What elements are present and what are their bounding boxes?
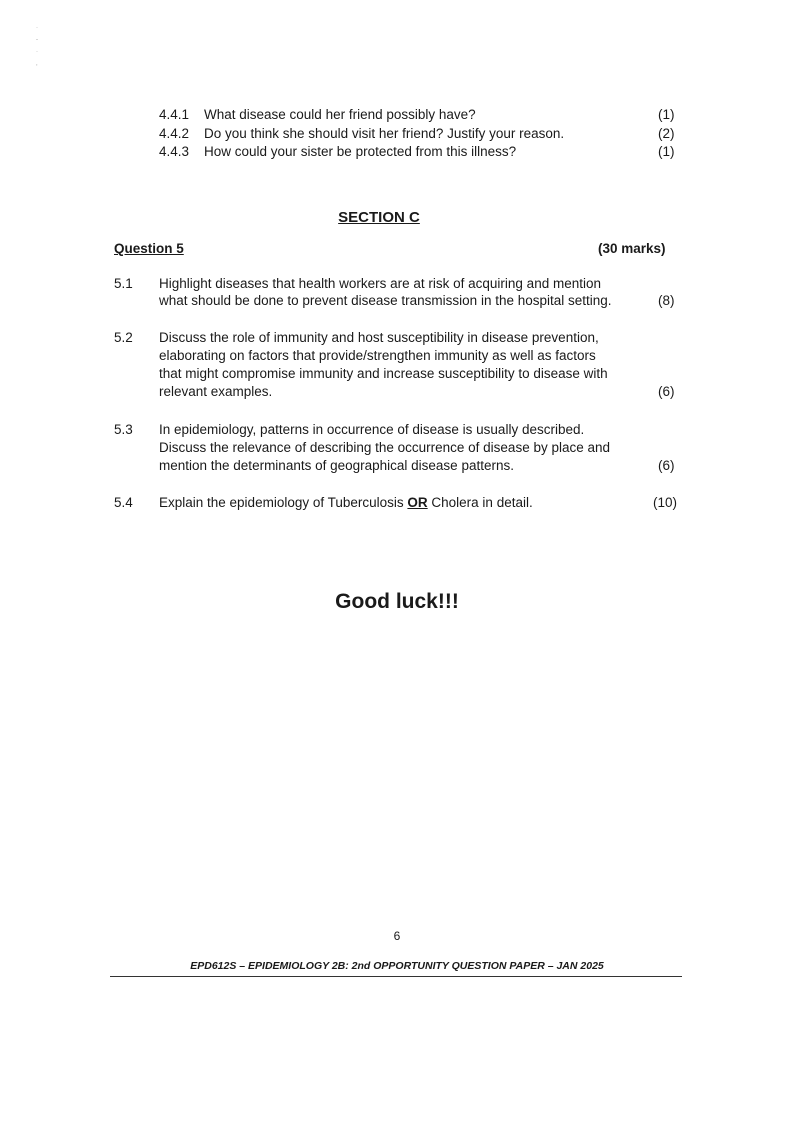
- question-number: 5.3: [114, 422, 133, 437]
- section-title: SECTION C: [338, 209, 420, 226]
- question-text-part: Explain the epidemiology of Tuberculosis: [159, 495, 408, 510]
- question-number: 5.2: [114, 330, 133, 345]
- question-marks: (1): [658, 107, 675, 122]
- question-text-line: that might compromise immunity and increase susceptibility to disease with: [159, 366, 608, 381]
- footer-text: EPD612S – EPIDEMIOLOGY 2B: 2nd OPPORTUNITY QUESTION PAPER – JAN 2025: [190, 960, 604, 972]
- question-text: What disease could her friend possibly have?: [204, 107, 476, 122]
- question-text-line: In epidemiology, patterns in occurrence of disease is usually described.: [159, 422, 585, 437]
- question-text: Do you think she should visit her friend? Justify your reason.: [204, 126, 565, 141]
- question-marks: (6): [658, 384, 675, 399]
- question-text-line: elaborating on factors that provide/strengthen immunity as well as factors: [159, 348, 596, 363]
- question-text: [159, 494, 533, 512]
- question-text-line: Discuss the role of immunity and host susceptibility in disease prevention,: [159, 330, 599, 345]
- emphasis-or: OR: [407, 495, 428, 510]
- question-marks: (6): [658, 458, 675, 473]
- question-text-part: Cholera in detail.: [427, 495, 533, 510]
- question-text: How could your sister be protected from this illness?: [204, 144, 517, 159]
- question-text-line: Discuss the relevance of describing the occurrence of disease by place and: [159, 440, 611, 455]
- question-text-line: relevant examples.: [159, 384, 273, 399]
- footer-rule: [110, 976, 682, 977]
- page-number: 6: [393, 929, 401, 943]
- question-marks: (10): [653, 495, 678, 510]
- question-marks: (1): [658, 144, 675, 159]
- question-number: 5.4: [114, 495, 133, 510]
- question-text-line: mention the determinants of geographical disease patterns.: [159, 458, 514, 473]
- question-total-marks: (30 marks): [598, 241, 666, 256]
- question-number: 4.4.1: [159, 107, 190, 122]
- question-text-line: what should be done to prevent disease transmission in the hospital setting.: [159, 293, 612, 308]
- scan-specks: · - · ,: [36, 25, 38, 67]
- question-text-line: Highlight diseases that health workers are at risk of acquiring and mention: [159, 276, 601, 291]
- question-title: Question 5: [114, 241, 184, 256]
- closing-message: Good luck!!!: [335, 590, 459, 613]
- question-marks: (8): [658, 293, 675, 308]
- question-number: 4.4.3: [159, 144, 190, 159]
- question-marks: (2): [658, 126, 675, 141]
- question-number: 4.4.2: [159, 126, 190, 141]
- question-number: 5.1: [114, 276, 133, 291]
